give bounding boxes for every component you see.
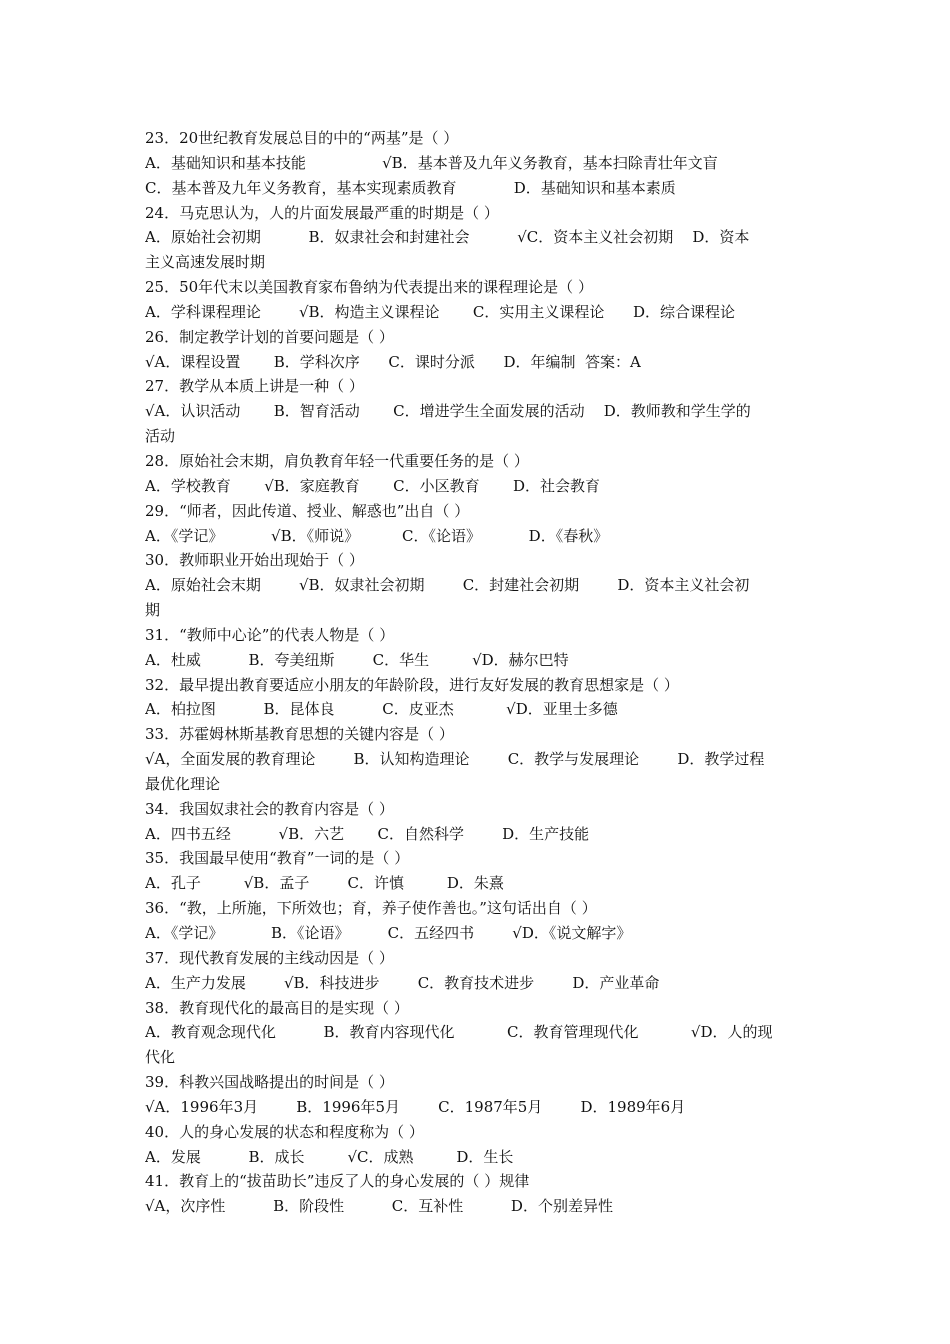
question-35-options: A．孔子 √B．孟子 C．许慎 D．朱熹 (145, 874, 504, 893)
question-40-stem: 40．人的身心发展的状态和程度称为（ ） (145, 1122, 424, 1141)
question-23-stem: 23．20世纪教育发展总目的中的“两基”是（ ） (145, 129, 459, 147)
question-30-stem: 30．教师职业开始出现始于（ ） (145, 551, 364, 570)
question-32-options: A．柏拉图 B．昆体良 C．皮亚杰 √D．亚里士多德 (145, 700, 618, 719)
question-38-options-cont: 代化 (145, 1048, 176, 1067)
question-27-options: √A．认识活动 B．智育活动 C．增进学生全面发展的活动 D．教师教和学生学的 (145, 402, 751, 421)
question-29-options: A．《学记》 √B．《师说》 C．《论语》 D．《春秋》 (145, 526, 609, 545)
question-33-stem: 33．苏霍姆林斯基教育思想的关键内容是（ ） (145, 725, 454, 744)
question-23-options-cont: C．基本普及九年义务教育，基本实现素质教育 D．基础知识和基本素质 (145, 178, 676, 197)
question-37-stem: 37．现代教育发展的主线动因是（ ） (145, 948, 394, 967)
question-27-options-cont: 活动 (145, 427, 176, 446)
question-25-stem: 25．50年代末以美国教育家布鲁纳为代表提出来的课程理论是（ ） (145, 278, 593, 297)
question-35-stem: 35．我国最早使用“教育”一词的是（ ） (145, 849, 410, 868)
question-31-stem: 31．“教师中心论”的代表人物是（ ） (145, 625, 395, 644)
question-33-options-cont: 最优化理论 (145, 774, 221, 793)
question-32-stem: 32．最早提出教育要适应小朋友的年龄阶段，进行友好发展的教育思想家是（ ） (145, 675, 679, 694)
question-29-stem: 29．“师者，因此传道、授业、解惑也”出自（ ） (145, 501, 470, 520)
question-26-stem: 26．制定教学计划的首要问题是（ ） (145, 327, 394, 346)
question-41-stem: 41．教育上的“拔苗助长”违反了人的身心发展的（ ）规律 (145, 1172, 530, 1191)
question-24-stem: 24．马克思认为，人的片面发展最严重的时期是（ ） (145, 203, 499, 222)
question-33-options: √A，全面发展的教育理论 B．认知构造理论 C．教学与发展理论 D．教学过程 (145, 750, 765, 769)
document-page (145, 126, 810, 1219)
question-41-options: √A，次序性 B．阶段性 C．互补性 D．个别差异性 (145, 1197, 613, 1216)
question-24-options: A．原始社会初期 B．奴隶社会和封建社会 √C．资本主义社会初期 D．资本 (145, 228, 750, 247)
question-31-options: A．杜威 B．夸美纽斯 C．华生 √D．赫尔巴特 (145, 650, 569, 669)
question-30-options-cont: 期 (145, 601, 161, 620)
question-39-options: √A．1996年3月 B．1996年5月 C．1987年5月 D．1989年6月 (145, 1097, 686, 1116)
question-38-stem: 38．教育现代化的最高目的是实现（ ） (145, 998, 409, 1017)
question-28-stem: 28．原始社会末期，肩负教育年轻一代重要任务的是（ ） (145, 451, 529, 470)
question-34-stem: 34．我国奴隶社会的教育内容是（ ） (145, 799, 394, 818)
question-38-options: A．教育观念现代化 B．教育内容现代化 C．教育管理现代化 √D．人的现 (145, 1023, 773, 1042)
question-36-stem: 36．“教，上所施，下所效也；育，养子使作善也。”这句话出自（ ） (145, 899, 597, 918)
question-37-options: A．生产力发展 √B．科技进步 C．教育技术进步 D．产业革命 (145, 973, 660, 992)
question-27-stem: 27．教学从本质上讲是一种（ ） (145, 377, 364, 396)
question-34-options: A．四书五经 √B．六艺 C．自然科学 D．生产技能 (145, 824, 590, 843)
question-25-options: A．学科课程理论 √B．构造主义课程论 C．实用主义课程论 D．综合课程论 (145, 302, 736, 321)
question-28-options: A．学校教育 √B．家庭教育 C．小区教育 D．社会教育 (145, 476, 601, 495)
question-39-stem: 39．科教兴国战略提出的时间是（ ） (145, 1073, 394, 1092)
question-26-options: √A．课程设置 B．学科次序 C．课时分派 D．年编制 答案：A (145, 352, 641, 371)
question-36-options: A．《学记》 B．《论语》 C．五经四书 √D．《说文解字》 (145, 924, 632, 942)
question-23-options: A．基础知识和基本技能 √B．基本普及九年义务教育，基本扫除青壮年文盲 (145, 153, 718, 172)
question-30-options: A．原始社会末期 √B．奴隶社会初期 C．封建社会初期 D．资本主义社会初 (145, 576, 750, 595)
question-24-options-cont: 主义高速发展时期 (145, 253, 266, 272)
question-40-options: A．发展 B．成长 √C．成熟 D．生长 (145, 1147, 514, 1166)
